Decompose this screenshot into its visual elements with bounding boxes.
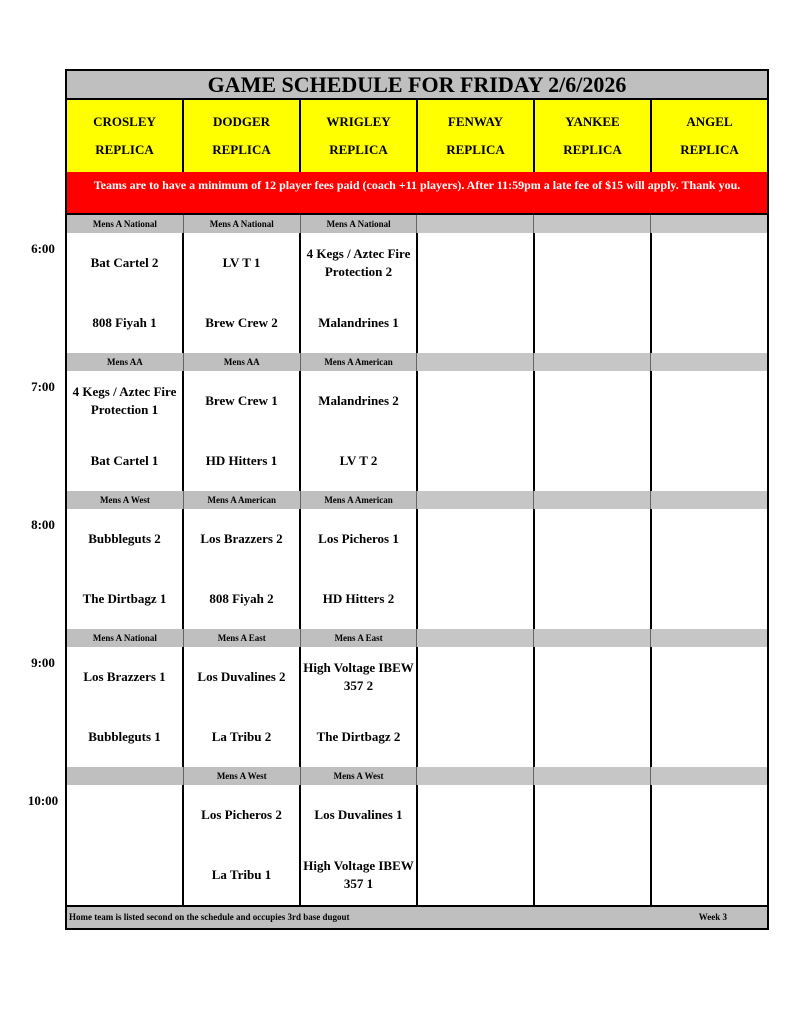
division-row (65, 491, 769, 509)
away-team: Bubbleguts 2 (88, 531, 161, 546)
home-team: Malandrines 1 (318, 315, 399, 330)
division-label: Mens A National (184, 215, 301, 233)
division-label: Mens A West (184, 767, 301, 785)
game-cell (418, 371, 533, 491)
division-label: Mens A National (67, 629, 184, 647)
game-cell (652, 785, 767, 905)
away-team: High Voltage IBEW 357 2 (303, 660, 414, 693)
field-name: FENWAY (447, 114, 504, 129)
division-label (67, 767, 184, 785)
game-cell (652, 509, 767, 629)
home-team: 808 Fiyah 1 (92, 315, 157, 330)
home-team: Bat Cartel 1 (90, 453, 159, 468)
division-label (534, 491, 651, 509)
game-cell (67, 785, 182, 905)
footer-note: Home team is listed second on the schedule and occupies 3rd base dugout (69, 912, 350, 922)
field-name: WRIGLEY (326, 114, 391, 129)
field-name: DODGER (212, 114, 271, 129)
home-team: La Tribu 2 (211, 729, 272, 744)
games-row (65, 233, 769, 353)
game-cell (418, 647, 533, 767)
late-fee-notice: Teams are to have a minimum of 12 player fees paid (coach +11 players). After 11:59pm a late fee of $15 will apply. Thank you. (65, 172, 769, 215)
home-team: HD Hitters 1 (205, 453, 278, 468)
game-cell (535, 371, 650, 491)
division-label (417, 215, 534, 233)
footer-bar (65, 905, 769, 930)
division-row (65, 629, 769, 647)
field-name: YANKEE (565, 114, 620, 129)
game-cell (301, 233, 416, 353)
game-cell (301, 509, 416, 629)
division-label (651, 215, 767, 233)
home-team: 808 Fiyah 2 (209, 591, 274, 606)
time-slot (31, 491, 769, 629)
field-type: REPLICA (95, 142, 154, 157)
division-label (651, 353, 767, 371)
field-header-crosley (67, 100, 182, 172)
division-label: Mens A American (301, 353, 418, 371)
division-label (534, 629, 651, 647)
away-team: Brew Crew 1 (205, 393, 278, 408)
schedule-sheet (27, 69, 769, 930)
time-slot (27, 767, 769, 905)
division-label (417, 629, 534, 647)
games-row (65, 371, 769, 491)
away-team: 4 Kegs / Aztec Fire Protection 1 (72, 384, 177, 417)
division-label (534, 767, 651, 785)
division-row (65, 353, 769, 371)
game-cell (535, 233, 650, 353)
home-team: LV T 2 (339, 453, 378, 468)
away-team: Los Brazzers 2 (200, 531, 283, 546)
division-label: Mens AA (67, 353, 184, 371)
away-team: 4 Kegs / Aztec Fire Protection 2 (306, 246, 411, 279)
game-cell (418, 233, 533, 353)
away-team: Los Duvalines 1 (314, 807, 403, 822)
division-label: Mens A East (184, 629, 301, 647)
field-name: CROSLEY (93, 114, 156, 129)
division-label: Mens A American (184, 491, 301, 509)
away-team: Bat Cartel 2 (90, 255, 159, 270)
division-row (65, 767, 769, 785)
home-team: The Dirtbagz 2 (316, 729, 401, 744)
game-cell (535, 509, 650, 629)
away-team: LV T 1 (222, 255, 261, 270)
division-label: Mens AA (184, 353, 301, 371)
game-cell (184, 647, 299, 767)
division-label: Mens A West (301, 767, 418, 785)
time-slot (31, 215, 769, 353)
away-team: Los Brazzers 1 (83, 669, 166, 684)
game-cell (67, 371, 182, 491)
game-cell (301, 647, 416, 767)
away-team: Los Picheros 1 (318, 531, 399, 546)
game-cell (418, 509, 533, 629)
games-row (65, 509, 769, 629)
division-label: Mens A East (301, 629, 418, 647)
division-label (651, 491, 767, 509)
game-cell (652, 233, 767, 353)
time-label: 8:00 (31, 517, 55, 532)
division-row (65, 215, 769, 233)
field-type: REPLICA (563, 142, 622, 157)
game-cell (535, 785, 650, 905)
game-cell (301, 371, 416, 491)
home-team: High Voltage IBEW 357 1 (303, 858, 414, 891)
home-team: La Tribu 1 (211, 867, 272, 882)
time-label: 7:00 (31, 379, 55, 394)
game-cell (535, 647, 650, 767)
game-cell (184, 509, 299, 629)
game-cell (67, 233, 182, 353)
game-cell (418, 785, 533, 905)
division-label (417, 353, 534, 371)
division-label (417, 767, 534, 785)
game-cell (184, 785, 299, 905)
field-type: REPLICA (680, 142, 739, 157)
game-cell (301, 785, 416, 905)
week-label: Week 3 (698, 912, 727, 922)
field-header-row (65, 100, 769, 172)
division-label: Mens A West (67, 491, 184, 509)
game-cell (67, 509, 182, 629)
time-slot (31, 629, 769, 767)
time-label: 9:00 (31, 655, 55, 670)
division-label (417, 491, 534, 509)
home-team: The Dirtbagz 1 (82, 591, 167, 606)
time-label: 10:00 (27, 793, 59, 808)
division-label (534, 215, 651, 233)
field-name: ANGEL (686, 114, 733, 129)
division-label (651, 629, 767, 647)
away-team: Malandrines 2 (318, 393, 399, 408)
division-label (534, 353, 651, 371)
field-type: REPLICA (446, 142, 505, 157)
field-header-angel (652, 100, 767, 172)
field-header-wrigley (301, 100, 416, 172)
field-type: REPLICA (329, 142, 388, 157)
game-cell (184, 233, 299, 353)
time-label: 6:00 (31, 241, 55, 256)
field-header-dodger (184, 100, 299, 172)
time-slots (27, 215, 769, 905)
field-type: REPLICA (212, 142, 271, 157)
page-title: GAME SCHEDULE FOR FRIDAY 2/6/2026 (65, 69, 769, 100)
games-row (65, 785, 769, 905)
time-slot (31, 353, 769, 491)
game-cell (652, 371, 767, 491)
away-team: Los Picheros 2 (201, 807, 282, 822)
games-row (65, 647, 769, 767)
division-label: Mens A National (301, 215, 418, 233)
field-header-fenway (418, 100, 533, 172)
division-label (651, 767, 767, 785)
field-header-yankee (535, 100, 650, 172)
game-cell (67, 647, 182, 767)
game-cell (652, 647, 767, 767)
division-label: Mens A National (67, 215, 184, 233)
game-cell (184, 371, 299, 491)
home-team: HD Hitters 2 (322, 591, 395, 606)
away-team: Los Duvalines 2 (197, 669, 286, 684)
division-label: Mens A American (301, 491, 418, 509)
home-team: Bubbleguts 1 (88, 729, 161, 744)
home-team: Brew Crew 2 (205, 315, 278, 330)
